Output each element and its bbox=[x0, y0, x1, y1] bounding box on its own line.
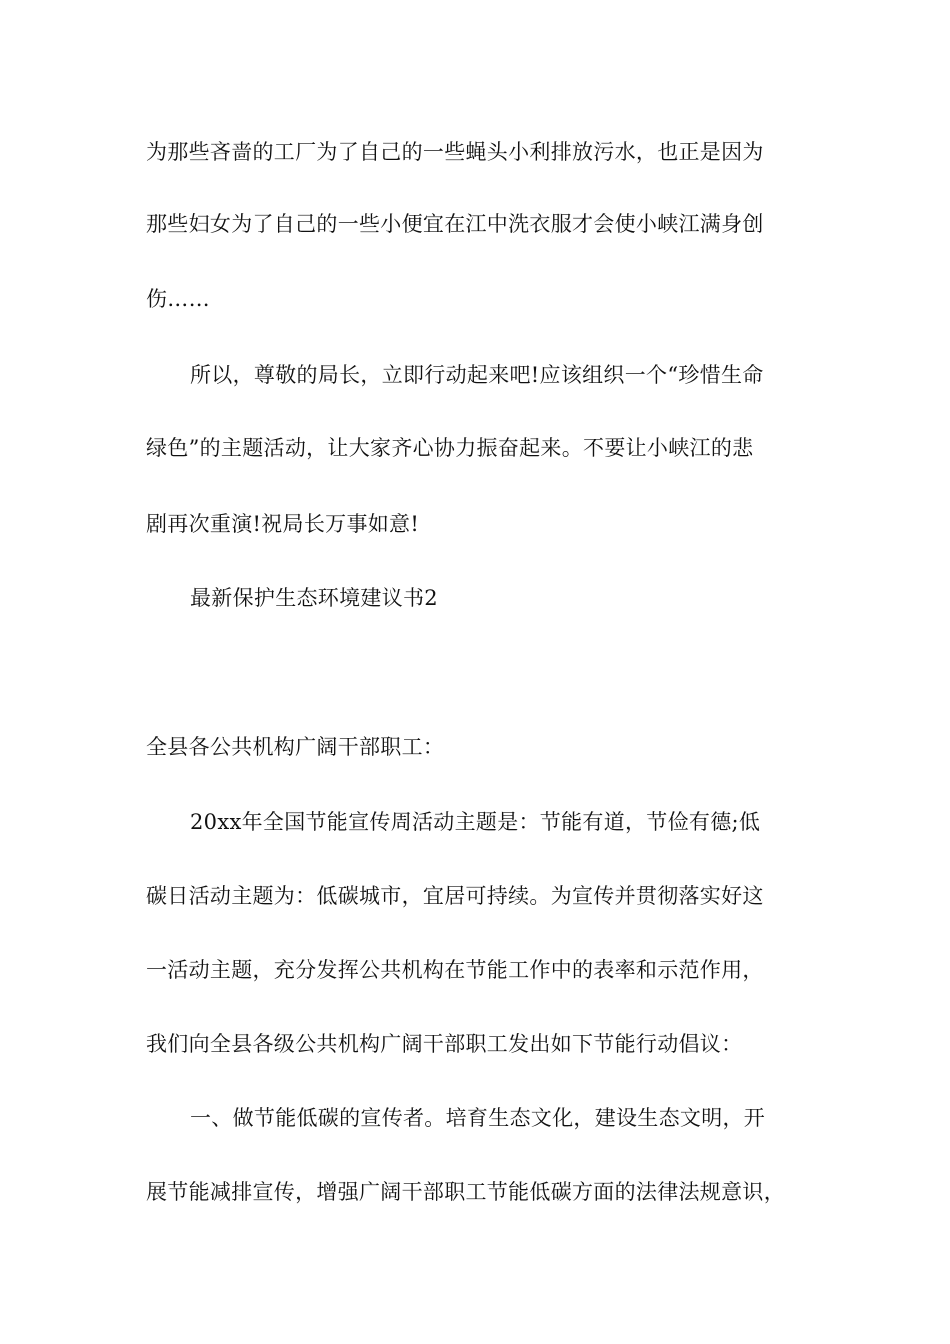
body-text-line: 一、做节能低碳的宣传者。培育生态文化，建设生态文明，开 bbox=[190, 1106, 766, 1130]
body-text-line: 碳日活动主题为：低碳城市，宜居可持续。为宣传并贯彻落实好这 bbox=[146, 884, 764, 908]
body-text-line: 剧再次重演!祝局长万事如意! bbox=[146, 512, 420, 536]
body-text-line: 展节能减排宣传，增强广阔干部职工节能低碳方面的法律法规意识， bbox=[146, 1180, 785, 1204]
body-text-line: 绿色”的主题活动，让大家齐心协力振奋起来。不要让小峡江的悲 bbox=[146, 436, 754, 460]
body-text-line: 一活动主题，充分发挥公共机构在节能工作中的表率和示范作用， bbox=[146, 958, 764, 982]
body-text-line: 为那些吝啬的工厂为了自己的一些蝇头小利排放污水，也正是因为 bbox=[146, 140, 764, 164]
body-text-line: 我们向全县各级公共机构广阔干部职工发出如下节能行动倡议： bbox=[146, 1032, 743, 1056]
body-text-line: 所以，尊敬的局长，立即行动起来吧!应该组织一个“珍惜生命 bbox=[190, 363, 764, 387]
salutation: 全县各公共机构广阔干部职工： bbox=[146, 735, 445, 759]
section-heading: 最新保护生态环境建议书2 bbox=[190, 586, 438, 610]
body-text-line: 20xx年全国节能宣传周活动主题是：节能有道，节俭有德;低 bbox=[190, 810, 761, 834]
body-text-line: 那些妇女为了自己的一些小便宜在江中洗衣服才会使小峡江满身创 bbox=[146, 212, 764, 236]
body-text-line: 伤…… bbox=[146, 287, 210, 311]
